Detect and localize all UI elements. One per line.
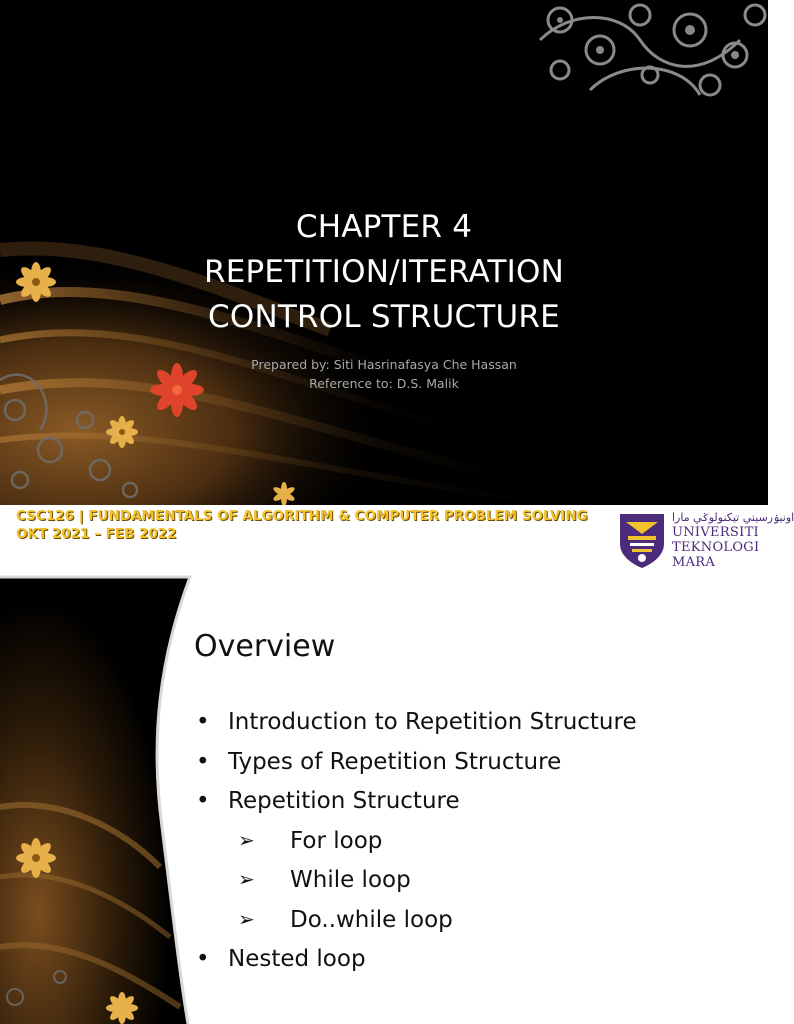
bullet-text: Types of Repetition Structure	[228, 748, 562, 775]
logo-line: TEKNOLOGI	[672, 540, 760, 555]
sub-bullet-text: While loop	[290, 867, 411, 893]
decorative-sidebar	[0, 577, 200, 1024]
arrow-bullet-icon: ➢	[238, 827, 255, 852]
overview-slide	[0, 577, 768, 1024]
reference: Reference to: D.S. Malik	[309, 376, 459, 391]
overview-heading: Overview	[194, 629, 336, 664]
bullet-marker: •	[196, 946, 210, 972]
course-info	[16, 507, 588, 543]
logo-line: MARA	[672, 555, 716, 570]
title-line: REPETITION/ITERATION	[203, 254, 564, 290]
logo-wordmark	[672, 525, 759, 570]
logo-line: UNIVERSITI	[672, 525, 759, 540]
course-title: CSC126 | FUNDAMENTALS OF ALGORITHM & COMPUTER PROBLEM SOLVING	[16, 508, 588, 524]
flower-icon	[16, 838, 56, 878]
prepared-by: Prepared by: Siti Hasrinafasya Che Hassan	[251, 357, 517, 372]
title-line: CONTROL STRUCTURE	[208, 299, 560, 335]
bullet-marker: •	[196, 709, 210, 735]
bullet-text: Repetition Structure	[228, 788, 460, 814]
sub-bullet-text: For loop	[290, 827, 383, 854]
title-line: CHAPTER 4	[295, 209, 473, 245]
bullet-text: Nested loop	[228, 946, 366, 972]
arrow-bullet-icon: ➢	[238, 906, 255, 931]
bullet-text: Introduction to Repetition Structure	[228, 709, 637, 735]
logo-jawi: اونيۏرسيتي تيكنولوݢي مارا	[672, 511, 794, 524]
title-slide	[0, 0, 768, 505]
slide-title	[0, 205, 768, 340]
course-semester: OKT 2021 – FEB 2022	[16, 526, 177, 542]
bullet-marker: •	[196, 788, 210, 814]
arrow-bullet-icon: ➢	[238, 867, 255, 891]
bullet-marker: •	[196, 748, 210, 775]
slide-subtitle	[0, 355, 768, 393]
sub-bullet-text: Do..while loop	[290, 906, 453, 933]
